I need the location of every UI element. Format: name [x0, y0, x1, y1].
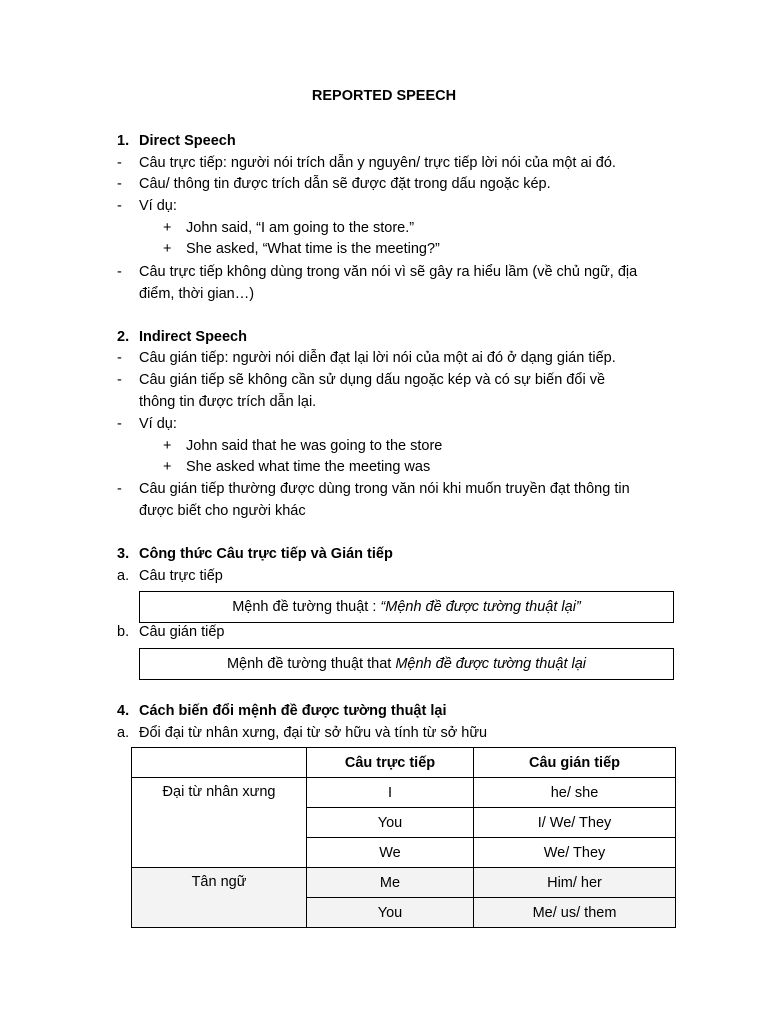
section-1-number: 1.	[117, 133, 130, 149]
table-cell: We/ They	[474, 838, 676, 868]
section-2-example-2: She asked what time the meeting was	[186, 459, 431, 475]
section-2-example-1: John said that he was going to the store	[186, 438, 443, 454]
table-cell: Me/ us/ them	[474, 898, 676, 928]
section-4-heading: Cách biến đổi mệnh đề được tường thuật lại	[139, 703, 447, 719]
table-cell: You	[307, 808, 474, 838]
bullet-dash: -	[117, 155, 122, 171]
formula-italic-text: “Mệnh đề được tường thuật lại”	[380, 599, 581, 615]
section-2-bullet-4-line-1: Câu gián tiếp thường được dùng trong văn nói khi muốn truyền đạt thông tin	[139, 481, 630, 497]
formula-plain-text: Mệnh đề tường thuật that	[226, 656, 392, 672]
section-1-example-2: She asked, “What time is the meeting?”	[186, 241, 440, 257]
direct-speech-formula-box	[139, 591, 674, 623]
table-header-cell: Câu trực tiếp	[307, 748, 474, 778]
indirect-speech-formula-box	[139, 648, 674, 680]
bullet-dash: -	[117, 176, 122, 192]
table-cell: I/ We/ They	[474, 808, 676, 838]
section-2-bullet-3: Ví dụ:	[139, 416, 177, 432]
table-row	[132, 868, 676, 898]
section-2-bullet-2-line-2: thông tin được trích dẫn lại.	[139, 394, 317, 410]
table-cell: Him/ her	[474, 868, 676, 898]
table-header-cell: Câu gián tiếp	[474, 748, 676, 778]
section-4-a-label: Đổi đại từ nhân xưng, đại từ sở hữu và tính từ sở hữu	[139, 725, 488, 741]
bullet-dash: -	[117, 264, 122, 280]
section-3-b-label: Câu gián tiếp	[139, 624, 225, 640]
table-group-label: Tân ngữ	[132, 868, 307, 928]
plus-marker: +	[163, 438, 172, 454]
table-cell: Me	[307, 868, 474, 898]
pronoun-conversion-table	[131, 747, 676, 928]
section-1-bullet-3: Ví dụ:	[139, 198, 177, 214]
table-cell: You	[307, 898, 474, 928]
table-group-label: Đại từ nhân xưng	[132, 778, 307, 868]
formula-plain-text: Mệnh đề tường thuật :	[232, 599, 377, 615]
section-1-heading: Direct Speech	[139, 133, 236, 149]
formula-italic-text: Mệnh đề được tường thuật lại	[395, 656, 587, 672]
section-3-a-marker: a.	[117, 568, 130, 584]
table-cell: I	[307, 778, 474, 808]
bullet-dash: -	[117, 198, 122, 214]
section-3-heading: Công thức Câu trực tiếp và Gián tiếp	[139, 546, 393, 562]
table-header-cell	[132, 748, 307, 778]
section-1-bullet-4-line-1: Câu trực tiếp không dùng trong văn nói vì sẽ gây ra hiểu lầm (về chủ ngữ, địa	[139, 264, 638, 280]
section-1-example-1: John said, “I am going to the store.”	[186, 220, 415, 236]
section-1-bullet-1: Câu trực tiếp: người nói trích dẫn y nguyên/ trực tiếp lời nói của một ai đó.	[139, 155, 616, 171]
section-3-number: 3.	[117, 546, 130, 562]
table-cell: We	[307, 838, 474, 868]
section-2-bullet-2-line-1: Câu gián tiếp sẽ không cần sử dụng dấu ngoặc kép và có sự biến đổi về	[139, 372, 606, 388]
section-4-number: 4.	[117, 703, 130, 719]
plus-marker: +	[163, 220, 172, 236]
section-2-bullet-1: Câu gián tiếp: người nói diễn đạt lại lời nói của một ai đó ở dạng gián tiếp.	[139, 350, 616, 366]
bullet-dash: -	[117, 372, 122, 388]
bullet-dash: -	[117, 350, 122, 366]
section-2-heading: Indirect Speech	[139, 329, 247, 345]
section-2-bullet-4-line-2: được biết cho người khác	[139, 503, 306, 519]
table-header-row	[132, 748, 676, 778]
table-cell: he/ she	[474, 778, 676, 808]
table-row	[132, 778, 676, 808]
section-1-bullet-4-line-2: điểm, thời gian…)	[139, 286, 255, 302]
plus-marker: +	[163, 241, 172, 257]
section-3-b-marker: b.	[117, 624, 130, 640]
section-4-a-marker: a.	[117, 725, 130, 741]
section-2-number: 2.	[117, 329, 130, 345]
plus-marker: +	[163, 459, 172, 475]
page-title: REPORTED SPEECH	[311, 88, 457, 104]
bullet-dash: -	[117, 481, 122, 497]
bullet-dash: -	[117, 416, 122, 432]
section-3-a-label: Câu trực tiếp	[139, 568, 223, 584]
section-1-bullet-2: Câu/ thông tin được trích dẫn sẽ được đặt trong dấu ngoặc kép.	[139, 176, 551, 192]
